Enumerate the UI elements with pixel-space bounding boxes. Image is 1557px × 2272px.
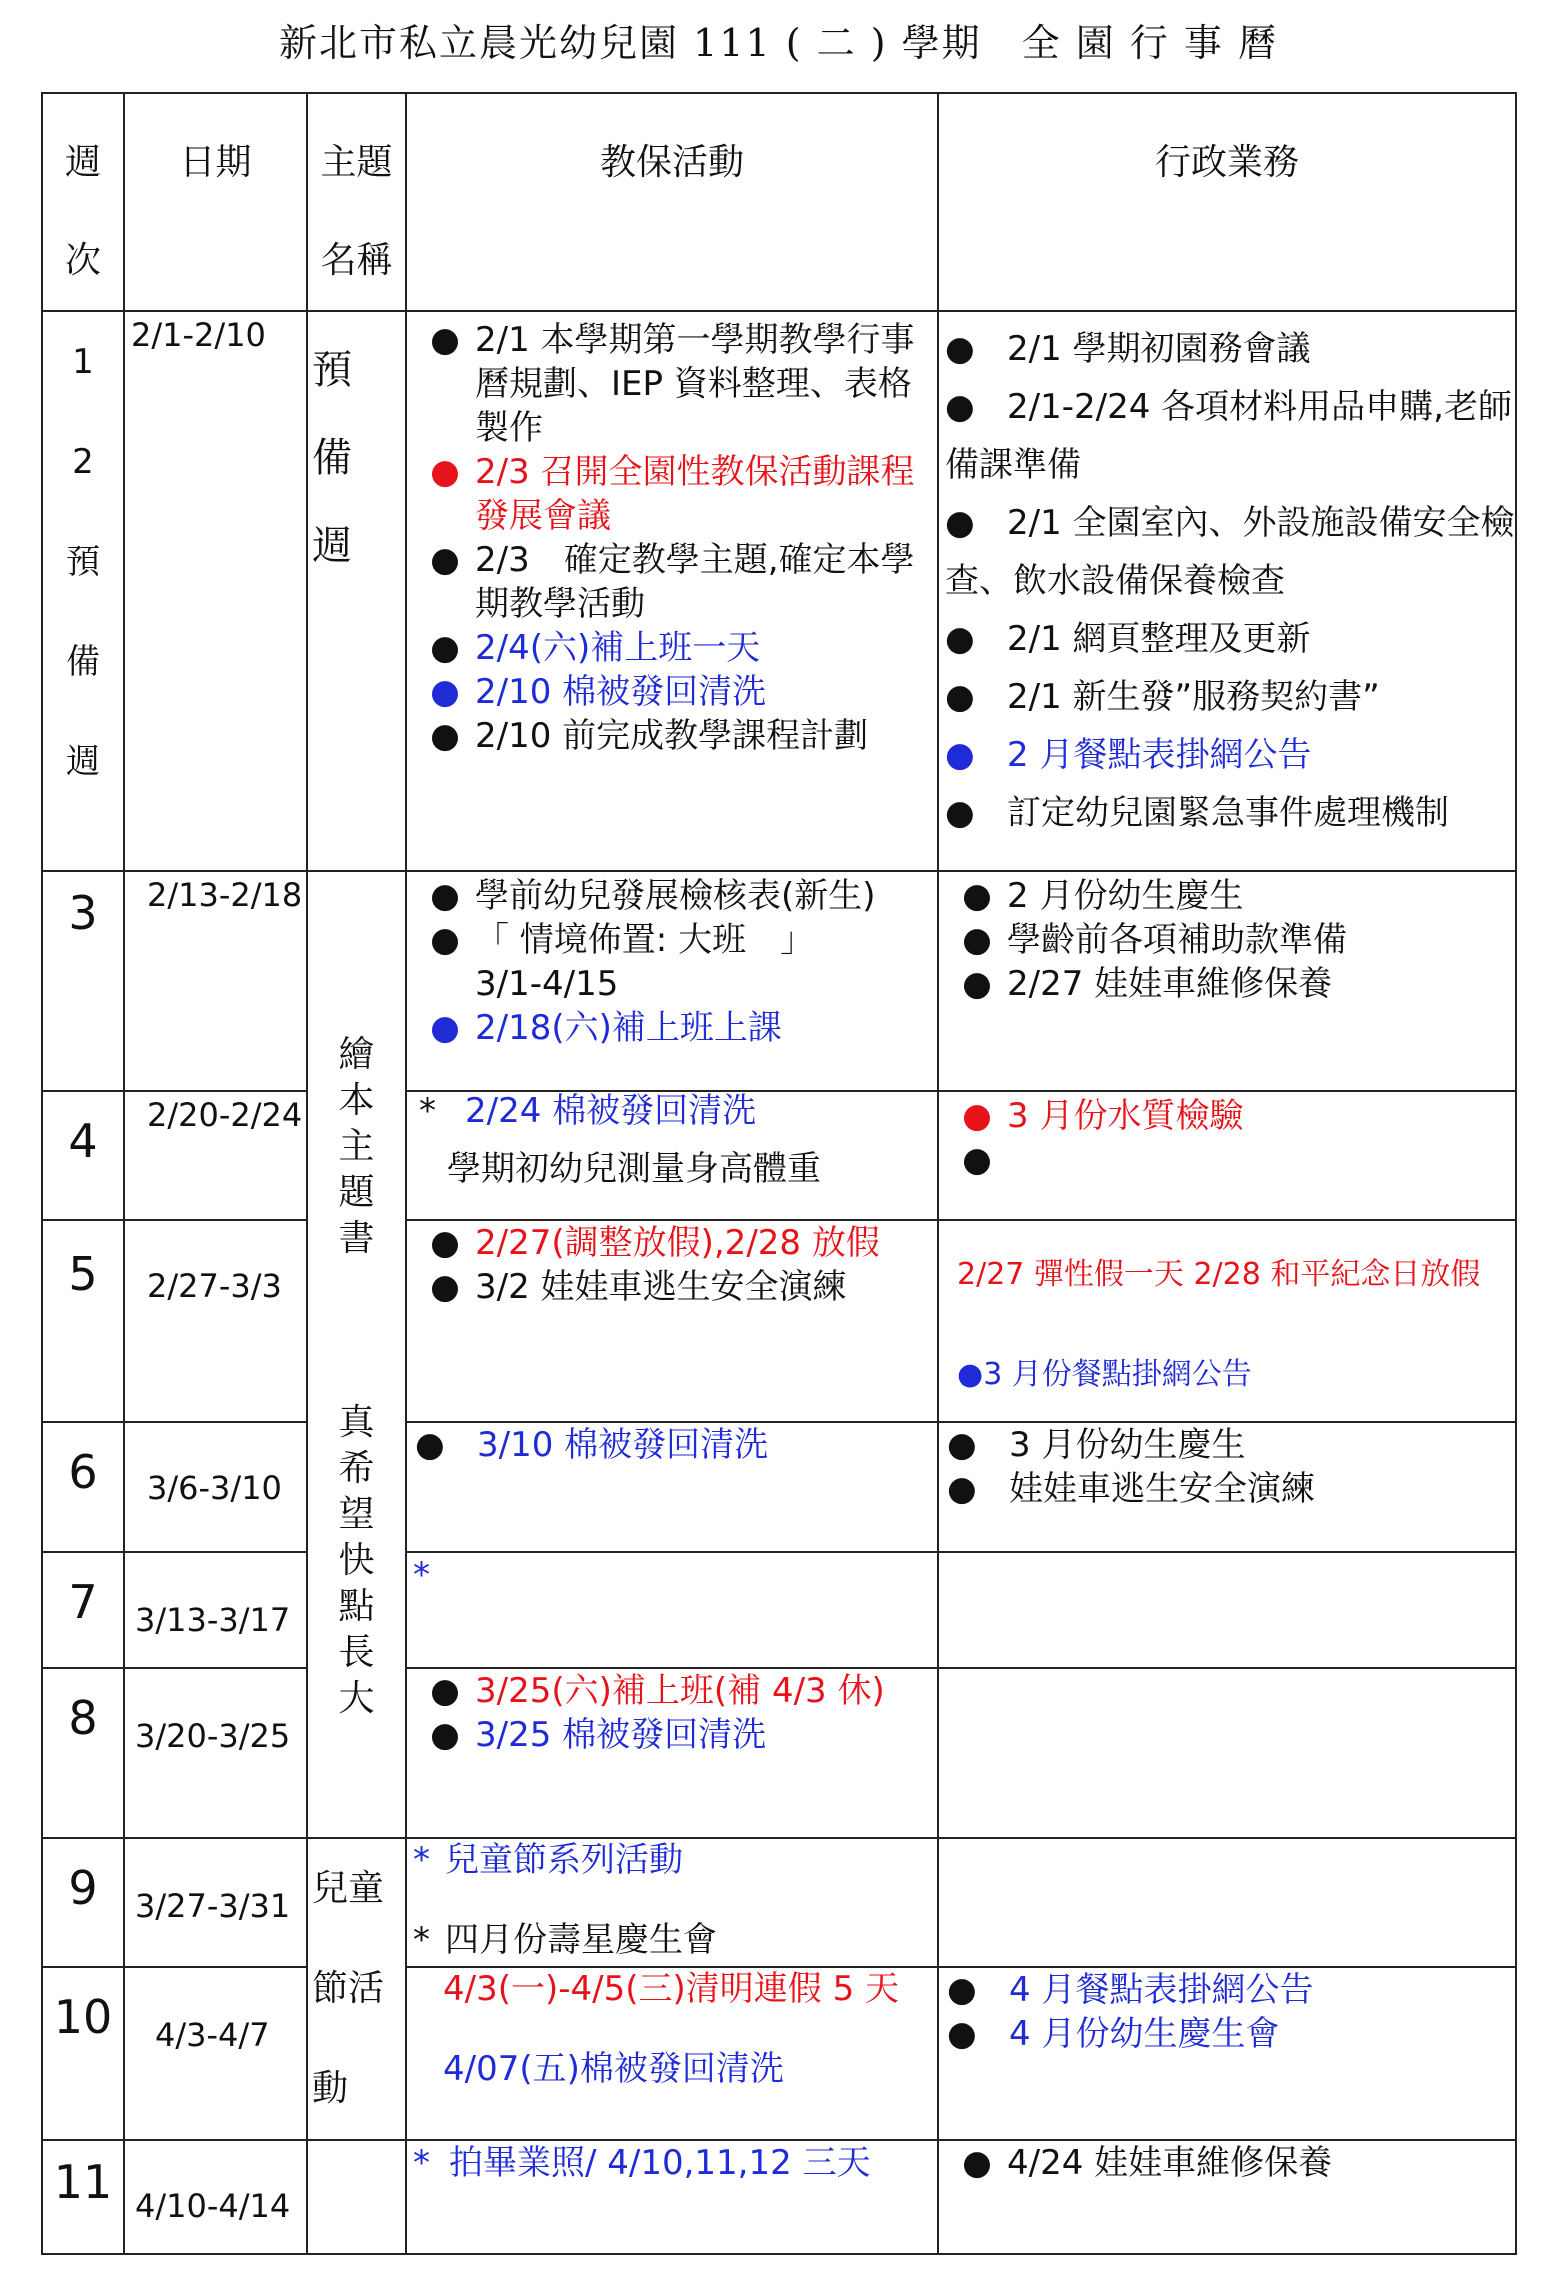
list-item (407, 874, 937, 918)
bullet-icon: ● (430, 876, 460, 916)
theme-char: 題 (338, 1172, 375, 1213)
bullet-icon: ● (962, 2143, 992, 2183)
item-text: 3/2 娃娃車逃生安全演練 (475, 1267, 847, 1307)
theme-text: 兒童 (312, 1868, 385, 1909)
theme-char: 週 (312, 523, 352, 569)
theme-text: 動 (312, 2068, 349, 2109)
table-row (42, 1838, 1516, 1967)
week-number: 9 (68, 1861, 98, 1915)
week-number: 11 (53, 2155, 113, 2209)
week-number: 7 (68, 1575, 98, 1629)
list-item (939, 874, 1515, 918)
item-text: 拍畢業照/ 4/10,11,12 三天 (449, 2143, 871, 2183)
theme-char: 希 (338, 1448, 375, 1489)
item-text: 2/1 學期初園務會議 (1007, 329, 1311, 369)
item-text: 4/3(一)-4/5(三)清明連假 5 天 (443, 1969, 900, 2010)
date-range: 4/10-4/14 (135, 2187, 291, 2225)
theme-cell (307, 871, 406, 1838)
item-text: 3/10 棉被發回清洗 (477, 1425, 769, 1465)
list-item (939, 962, 1515, 1006)
list-item (939, 918, 1515, 962)
theme-char: 大 (338, 1678, 375, 1719)
admin-cell (938, 1838, 1516, 1967)
item-text: 學齡前各項補助款準備 (1007, 920, 1347, 960)
item-text: 3 月份餐點掛網公告 (983, 1357, 1252, 1392)
item-text: 3/25 棉被發回清洗 (475, 1715, 767, 1755)
admin-cell (938, 1668, 1516, 1838)
date-range: 2/13-2/18 (147, 876, 303, 914)
week-number: 2 (72, 442, 94, 482)
theme-header-line1: 主題 (320, 142, 393, 183)
bullet-icon: ● (962, 1140, 992, 1180)
date-cell (124, 2140, 307, 2254)
date-range: 2/27-3/3 (147, 1267, 282, 1305)
item-text: 4/07(五)棉被發回清洗 (443, 2049, 784, 2090)
date-range: 3/6-3/10 (147, 1469, 282, 1507)
item-text: 學期初幼兒測量身高體重 (447, 1149, 821, 1189)
week-number: 8 (68, 1691, 98, 1745)
admin-cell (938, 311, 1516, 871)
list-item (945, 494, 1515, 552)
theme-text: 節活 (312, 1968, 385, 2009)
item-text: 2/1-2/24 各項材料用品申購,老師 (1007, 387, 1512, 427)
theme-char: 快 (338, 1540, 375, 1581)
calendar-table (41, 92, 1517, 2255)
list-item (407, 318, 937, 450)
theme-char: 望 (338, 1494, 375, 1535)
date-cell (124, 1668, 307, 1838)
theme-char: 預 (312, 347, 352, 393)
list-item (407, 626, 937, 670)
item-text: 2/1 全園室內、外設施設備安全檢 (1007, 503, 1515, 543)
table-row (42, 1091, 1516, 1220)
bullet-icon: ● (962, 1096, 992, 1136)
item-text: 2 月份幼生慶生 (1007, 876, 1244, 916)
theme-cell (307, 2140, 406, 2254)
week-number: 4 (68, 1114, 98, 1168)
list-item (407, 962, 937, 1006)
week-number: 1 (72, 342, 94, 382)
week-number: 6 (68, 1445, 98, 1499)
bullet-icon: ● (947, 1425, 977, 1465)
week-label-char: 預 (66, 542, 100, 582)
admin-cell (938, 1422, 1516, 1552)
date-cell (124, 1220, 307, 1422)
week-cell (42, 1091, 124, 1220)
date-cell (124, 871, 307, 1091)
item-text: 2/3 確定教學主題,確定本學期教學活動 (475, 540, 915, 624)
list-item (407, 1713, 937, 1757)
list-item (945, 610, 1515, 668)
item-text: 「 情境佈置: 大班 」 (475, 920, 815, 960)
item-text: 3 月份幼生慶生 (1009, 1425, 1246, 1465)
week-cell (42, 1422, 124, 1552)
item-text: 訂定幼兒園緊急事件處理機制 (1007, 793, 1449, 833)
bullet-icon: ● (947, 1469, 977, 1509)
week-number: 10 (53, 1990, 113, 2045)
week-cell (42, 1220, 124, 1422)
item-text: 學前幼兒發展檢核表(新生) (475, 876, 876, 916)
week-number: 5 (68, 1247, 98, 1301)
item-text: 四月份壽星慶生會 (445, 1920, 717, 1960)
admin-cell (938, 1967, 1516, 2140)
list-item (407, 1423, 937, 1467)
teaching-header (406, 93, 938, 311)
star-icon: * (413, 1920, 430, 1960)
list-item (407, 670, 937, 714)
bullet-icon: ● (945, 793, 975, 833)
date-range: 2/20-2/24 (147, 1096, 303, 1134)
item-text-continued: 備課準備 (945, 445, 1081, 485)
list-item (407, 2141, 937, 2185)
bullet-icon: ● (962, 920, 992, 960)
bullet-icon: ● (945, 735, 975, 775)
theme-header-line2: 名稱 (320, 240, 393, 281)
week-cell (42, 311, 124, 871)
week-label-char: 週 (66, 742, 100, 782)
bullet-icon: ● (430, 716, 460, 756)
bullet-icon: ● (430, 320, 460, 360)
bullet-icon: ● (962, 964, 992, 1004)
bullet-icon: ● (945, 387, 975, 427)
item-text: 2/10 前完成教學課程計劃 (475, 716, 869, 756)
item-text: 2/24 棉被發回清洗 (465, 1091, 757, 1131)
teaching-cell (406, 311, 938, 871)
page-title: 新北市私立晨光幼兒園 111 ( 二 ) 學期 全 園 行 事 曆 (279, 21, 1278, 65)
admin-cell (938, 2140, 1516, 2254)
table-row (42, 1668, 1516, 1838)
item-text: 4 月份幼生慶生會 (1009, 2014, 1280, 2055)
bullet-icon: ● (430, 1671, 460, 1711)
bullet-icon: ● (430, 1223, 460, 1263)
list-item (407, 538, 937, 626)
date-cell (124, 311, 307, 871)
list-item (419, 1092, 937, 1130)
list-item (945, 320, 1515, 378)
week-header-line2: 次 (64, 240, 101, 281)
bullet-icon: ● (430, 540, 460, 580)
bullet-icon: ● (945, 619, 975, 659)
item-text: 兒童節系列活動 (445, 1840, 683, 1880)
item-text: 2 月餐點表掛網公告 (1007, 735, 1312, 775)
teaching-cell (406, 871, 938, 1091)
bullet-icon: ● (415, 1425, 445, 1465)
list-item (413, 1881, 937, 1961)
week-label-char: 備 (66, 642, 100, 682)
table-row (42, 1220, 1516, 1422)
item-text: 2/4(六)補上班一天 (475, 628, 761, 668)
list-item (407, 714, 937, 758)
bullet-icon: ● (962, 876, 992, 916)
week-header-line1: 週 (64, 142, 101, 183)
bullet-icon: ● (430, 452, 460, 492)
theme-char: 備 (312, 435, 352, 481)
header-row (42, 93, 1516, 311)
list-item (407, 450, 937, 538)
table-row (42, 311, 1516, 871)
holiday-note: 2/27 彈性假一天 2/28 和平紀念日放假 (957, 1257, 1481, 1292)
bullet-icon: ● (945, 503, 975, 543)
admin-cell (938, 1220, 1516, 1422)
bullet-icon: ● (945, 677, 975, 717)
star-icon: * (413, 2143, 430, 2183)
list-item (939, 1094, 1515, 1138)
item-text: 3/1-4/15 (475, 964, 619, 1004)
item-text: 2/27(調整放假),2/28 放假 (475, 1223, 880, 1263)
bullet-icon: ● (430, 1715, 460, 1755)
week-header (42, 93, 124, 311)
date-range: 3/20-3/25 (135, 1717, 291, 1755)
list-item (945, 726, 1515, 784)
teaching-header-label: 教保活動 (599, 142, 744, 183)
teaching-cell (406, 1091, 938, 1220)
item-text: 2/1 新生發”服務契約書” (1007, 677, 1380, 717)
list-item (407, 1006, 937, 1050)
list-item (945, 784, 1515, 842)
list-item (407, 918, 937, 962)
week-cell (42, 1552, 124, 1668)
week-number: 3 (68, 886, 98, 940)
item-text: 2/1 網頁整理及更新 (1007, 619, 1311, 659)
list-item (939, 2141, 1515, 2185)
week-cell (42, 1838, 124, 1967)
item-text: 3 月份水質檢驗 (1007, 1096, 1244, 1136)
theme-char: 主 (338, 1126, 375, 1167)
table-row (42, 2140, 1516, 2254)
bullet-icon: ● (430, 672, 460, 712)
table-row (42, 871, 1516, 1091)
list-item (407, 1669, 937, 1713)
teaching-cell (406, 1838, 938, 1967)
date-header (124, 93, 307, 311)
teaching-cell (406, 1220, 938, 1422)
bullet-icon: ● (947, 1970, 977, 2011)
item-text: 2/10 棉被發回清洗 (475, 672, 767, 712)
list-item (945, 668, 1515, 726)
table-row (42, 1967, 1516, 2140)
theme-cell (307, 1838, 406, 2140)
theme-char: 本 (338, 1080, 375, 1121)
date-cell (124, 1838, 307, 1967)
list-item (407, 1265, 937, 1309)
week-cell (42, 871, 124, 1091)
bullet-icon: ● (430, 920, 460, 960)
theme-char: 點 (338, 1586, 375, 1627)
bullet-icon: ● (945, 329, 975, 369)
teaching-cell (406, 1552, 938, 1668)
teaching-cell (406, 1668, 938, 1838)
theme-char: 真 (338, 1402, 375, 1443)
teaching-cell (406, 1422, 938, 1552)
admin-header-label: 行政業務 (1154, 142, 1299, 183)
item-text: 4/24 娃娃車維修保養 (1007, 2143, 1333, 2183)
week-cell (42, 1967, 124, 2140)
list-item (947, 1467, 1515, 1511)
bullet-icon: ● (430, 1267, 460, 1307)
week-cell (42, 1668, 124, 1838)
date-cell (124, 1552, 307, 1668)
theme-char: 繪 (338, 1034, 375, 1075)
bullet-icon: ● (947, 2014, 977, 2055)
date-range: 3/13-3/17 (135, 1601, 291, 1639)
star-icon: * (413, 1555, 430, 1595)
item-text: 娃娃車逃生安全演練 (1009, 1469, 1315, 1509)
date-range: 4/3-4/7 (155, 2016, 270, 2055)
list-item (945, 378, 1515, 436)
star-icon: * (419, 1091, 436, 1131)
list-item (413, 1839, 937, 1881)
item-text: 3/25(六)補上班(補 4/3 休) (475, 1671, 885, 1711)
star-icon: * (413, 1840, 430, 1880)
list-item (947, 1423, 1515, 1467)
theme-header (307, 93, 406, 311)
list-item (957, 1293, 1515, 1393)
date-header-label: 日期 (179, 142, 252, 183)
admin-cell (938, 1552, 1516, 1668)
list-item (407, 1221, 937, 1265)
theme-char: 長 (338, 1632, 375, 1673)
date-range: 2/1-2/10 (131, 316, 266, 354)
date-cell (124, 1091, 307, 1220)
admin-cell (938, 1091, 1516, 1220)
teaching-cell (406, 1967, 938, 2140)
admin-header (938, 93, 1516, 311)
week-cell (42, 2140, 124, 2254)
item-text: 4 月餐點表掛網公告 (1009, 1970, 1314, 2011)
date-cell (124, 1967, 307, 2140)
item-text: 2/3 召開全園性教保活動課程發展會議 (475, 452, 915, 536)
list-item (947, 1968, 1515, 2012)
item-text: 2/18(六)補上班上課 (475, 1008, 782, 1048)
item-text-continued: 查、飲水設備保養檢查 (945, 561, 1285, 601)
list-item (947, 2012, 1515, 2056)
bullet-icon: ● (430, 628, 460, 668)
admin-cell (938, 871, 1516, 1091)
theme-char: 書 (338, 1218, 375, 1259)
teaching-cell (406, 2140, 938, 2254)
bullet-icon: ● (430, 1008, 460, 1048)
date-range: 3/27-3/31 (135, 1887, 291, 1925)
item-text: 2/1 本學期第一學期教學行事曆規劃、IEP 資料整理、表格製作 (475, 320, 915, 448)
item-text: 2/27 娃娃車維修保養 (1007, 964, 1333, 1004)
table-row (42, 1552, 1516, 1668)
table-row (42, 1422, 1516, 1552)
date-cell (124, 1422, 307, 1552)
theme-cell (307, 311, 406, 871)
bullet-icon: ● (957, 1357, 984, 1392)
